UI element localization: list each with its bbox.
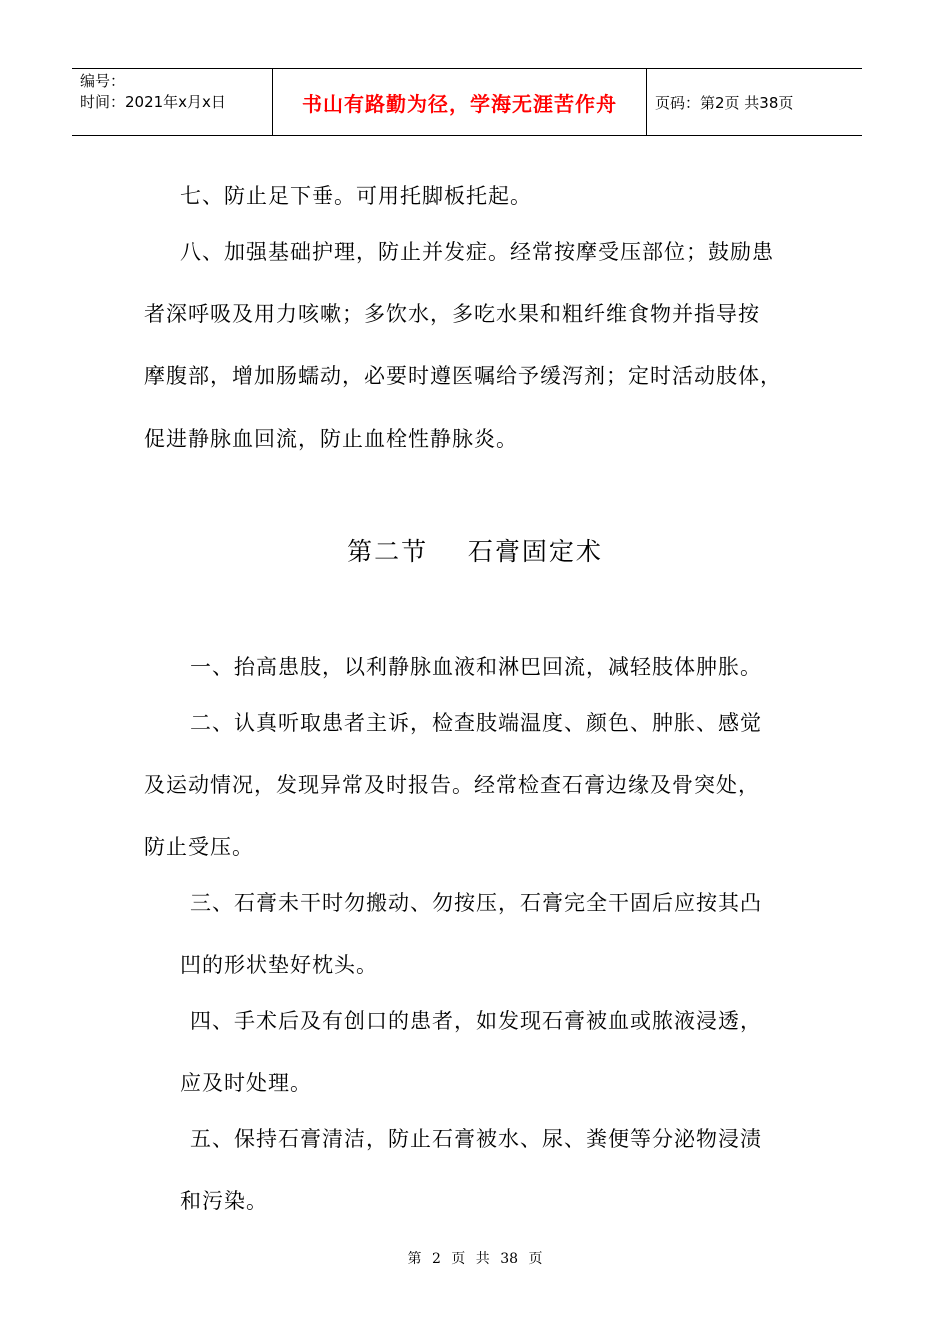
- document-number-label: 编号：: [80, 72, 126, 90]
- document-date: 时间：2021年x月x日: [80, 93, 226, 111]
- paragraph-line: 促进静脉血回流，防止血栓性静脉炎。: [144, 427, 518, 451]
- paragraph-line: 者深呼吸及用力咳嗽；多饮水，多吃水果和粗纤维食物并指导按: [144, 302, 760, 326]
- paragraph-line: 防止受压。: [144, 835, 254, 859]
- paragraph-line: 及运动情况，发现异常及时报告。经常检查石膏边缘及骨突处，: [144, 773, 760, 797]
- paragraph-line: 二、认真听取患者主诉，检查肢端温度、颜色、肿胀、感觉: [190, 711, 762, 735]
- section-title: 第二节 石膏固定术: [347, 537, 603, 566]
- document-header: [72, 68, 862, 136]
- paragraph-line: 七、防止足下垂。可用托脚板托起。: [180, 184, 532, 208]
- paragraph-line: 一、抬高患肢，以利静脉血液和淋巴回流，减轻肢体肿胀。: [190, 655, 762, 679]
- paragraph-line: 四、手术后及有创口的患者，如发现石膏被血或脓液浸透，: [190, 1009, 762, 1033]
- paragraph-line: 八、加强基础护理，防止并发症。经常按摩受压部位；鼓励患: [180, 240, 774, 264]
- header-meta: [72, 69, 272, 135]
- paragraph-line: 摩腹部，增加肠蠕动，必要时遵医嘱给予缓泻剂；定时活动肢体，: [144, 364, 782, 388]
- header-page-info: 页码：第2页 共38页: [655, 93, 794, 112]
- page-footer: 第 2 页 共 38 页: [407, 1251, 543, 1267]
- paragraph-line: 和污染。: [180, 1189, 268, 1213]
- paragraph-line: 凹的形状垫好枕头。: [180, 953, 378, 977]
- paragraph-line: 五、保持石膏清洁，防止石膏被水、尿、粪便等分泌物浸渍: [190, 1127, 762, 1151]
- header-motto: 书山有路勤为径，学海无涯苦作舟: [272, 69, 647, 135]
- paragraph-line: 应及时处理。: [180, 1071, 312, 1095]
- paragraph-line: 三、石膏未干时勿搬动、勿按压，石膏完全干固后应按其凸: [190, 891, 762, 915]
